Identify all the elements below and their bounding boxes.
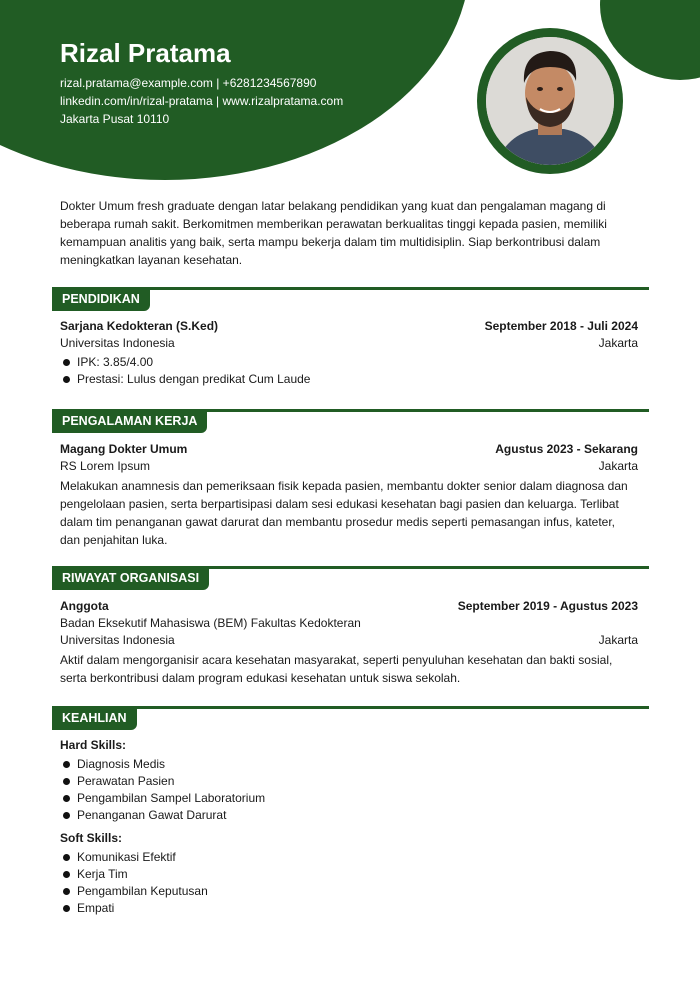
education-location: Jakarta bbox=[598, 336, 638, 350]
hard-skills-list bbox=[60, 756, 638, 824]
soft-skills-list bbox=[60, 849, 638, 917]
organization-section bbox=[52, 566, 649, 687]
list-item: Diagnosis Medis bbox=[60, 756, 638, 773]
candidate-name: Rizal Pratama bbox=[60, 38, 231, 68]
profile-summary: Dokter Umum fresh graduate dengan latar belakang pendidikan yang kuat dan pengalaman magang di beberapa rumah sakit. Berkomitmen memberikan perawatan berkualitas tinggi kepada pasien, memiliki kemampuan analitis yang baik, serta mampu bekerja dalam tim multidisiplin. Siap berkontribusi dalam meningkatkan layanan kesehatan. bbox=[60, 199, 607, 267]
experience-org: RS Lorem Ipsum bbox=[60, 459, 151, 473]
organization-location: Jakarta bbox=[598, 633, 638, 647]
education-section bbox=[52, 287, 649, 388]
education-achievements bbox=[60, 354, 638, 388]
list-item: Pengambilan Keputusan bbox=[60, 883, 638, 900]
section-title-experience: PENGALAMAN KERJA bbox=[52, 409, 207, 433]
header bbox=[60, 40, 343, 128]
contact-address: Jakarta Pusat 10110 bbox=[60, 112, 170, 126]
section-title-skills: KEAHLIAN bbox=[52, 706, 137, 730]
profile-photo bbox=[477, 28, 623, 174]
organization-role: Anggota bbox=[60, 599, 109, 613]
hard-skills-label: Hard Skills: bbox=[60, 738, 127, 752]
skills-section bbox=[52, 706, 649, 917]
education-degree: Sarjana Kedokteran (S.Ked) bbox=[60, 319, 219, 333]
education-school: Universitas Indonesia bbox=[60, 336, 175, 350]
experience-location: Jakarta bbox=[598, 459, 638, 473]
organization-name: Badan Eksekutif Mahasiswa (BEM) Fakultas Kedokteran bbox=[60, 616, 361, 630]
list-item: IPK: 3.85/4.00 bbox=[60, 354, 638, 371]
experience-dates: Agustus 2023 - Sekarang bbox=[495, 442, 638, 456]
list-item: Prestasi: Lulus dengan predikat Cum Laude bbox=[60, 371, 638, 388]
organization-institution: Universitas Indonesia bbox=[60, 633, 175, 647]
avatar bbox=[486, 37, 614, 165]
experience-description: Melakukan anamnesis dan pemeriksaan fisik kepada pasien, membantu dokter senior dalam diagnosa dan pengelolaan pasien, serta berpartisipasi dalam sesi edukasi kesehatan bagi pasien dan keluarga. Terlibat dalam tim penanganan gawat darurat dan membantu prosedur medis seperti pemasangan infus, kateter, dan penjahitan luka. bbox=[60, 479, 628, 547]
list-item: Penanganan Gawat Darurat bbox=[60, 807, 638, 824]
list-item: Pengambilan Sampel Laboratorium bbox=[60, 790, 638, 807]
list-item: Komunikasi Efektif bbox=[60, 849, 638, 866]
section-title-organization: RIWAYAT ORGANISASI bbox=[52, 566, 209, 590]
section-divider bbox=[52, 706, 649, 709]
section-title-education: PENDIDIKAN bbox=[52, 287, 150, 311]
soft-skills-label: Soft Skills: bbox=[60, 831, 123, 845]
experience-section bbox=[52, 409, 649, 549]
organization-dates: September 2019 - Agustus 2023 bbox=[457, 599, 638, 613]
education-dates: September 2018 - Juli 2024 bbox=[484, 319, 638, 333]
list-item: Empati bbox=[60, 900, 638, 917]
organization-description: Aktif dalam mengorganisir acara kesehatan masyarakat, seperti penyuluhan kesehatan dan bakti sosial, serta berkontribusi dalam program edukasi kesehatan untuk siswa sekolah. bbox=[60, 653, 613, 685]
contact-links: linkedin.com/in/rizal-pratama | www.rizalpratama.com bbox=[60, 94, 344, 108]
list-item: Kerja Tim bbox=[60, 866, 638, 883]
experience-role: Magang Dokter Umum bbox=[60, 442, 188, 456]
list-item: Perawatan Pasien bbox=[60, 773, 638, 790]
contact-email-phone: rizal.pratama@example.com | +6281234567890 bbox=[60, 76, 317, 90]
